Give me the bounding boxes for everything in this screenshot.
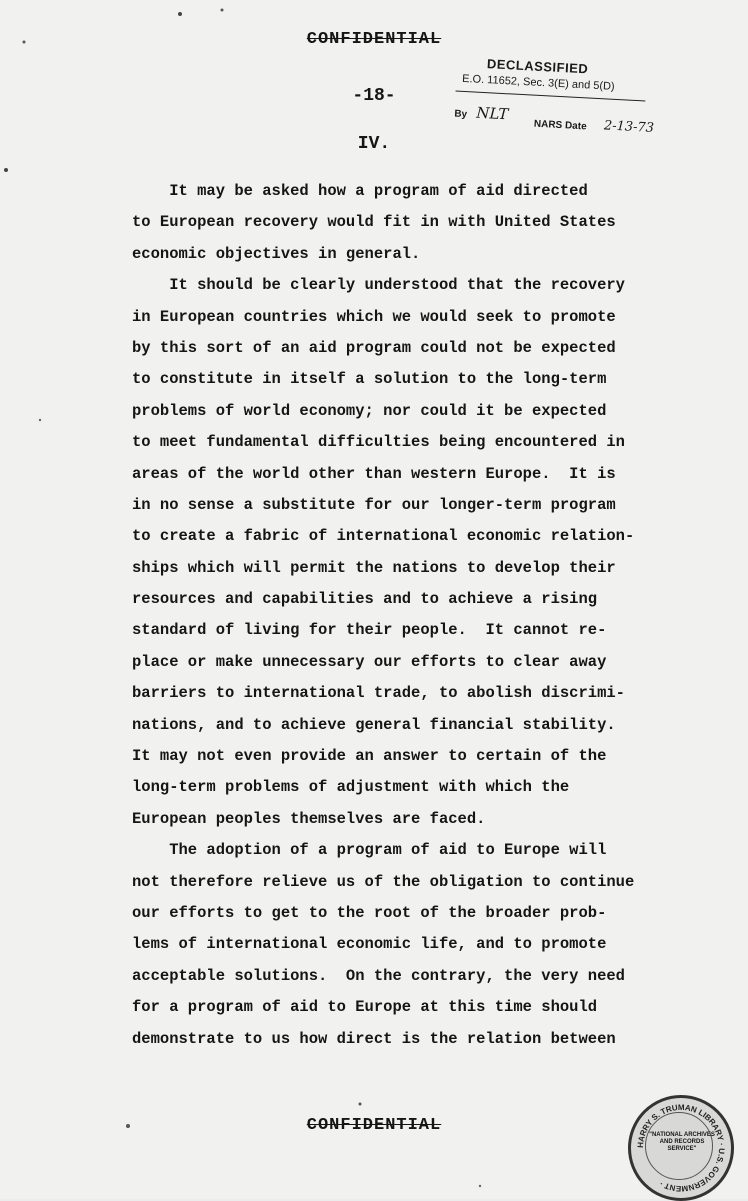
body-line: barriers to international trade, to abolish discrimi- bbox=[132, 684, 625, 703]
body-line: for a program of aid to Europe at this time should bbox=[132, 998, 598, 1017]
body-line: economic objectives in general. bbox=[132, 244, 421, 263]
body-line: acceptable solutions. On the contrary, the very need bbox=[132, 966, 625, 985]
seal-ring-text: HARRY S. TRUMAN LIBRARY · U.S. GOVERNMENT · bbox=[635, 1102, 727, 1194]
body-line: to meet fundamental difficulties being encountered in bbox=[132, 433, 625, 452]
body-line: It may not even provide an answer to certain of the bbox=[132, 747, 607, 766]
classification-marking-bottom: CONFIDENTIAL bbox=[306, 1116, 442, 1135]
classification-marking-top: CONFIDENTIAL bbox=[306, 30, 442, 49]
body-line: not therefore relieve us of the obligation to continue bbox=[132, 872, 635, 891]
body-line: our efforts to get to the root of the broader prob- bbox=[132, 903, 607, 922]
body-line: It should be clearly understood that the recovery bbox=[132, 276, 625, 295]
body-line: in European countries which we would seek to promote bbox=[132, 307, 616, 326]
seal-inner-text: "NATIONAL ARCHIVES AND RECORDS SERVICE" bbox=[649, 1132, 715, 1152]
body-line: to constitute in itself a solution to the long-term bbox=[132, 370, 607, 389]
stamp-initials: NLT bbox=[475, 103, 509, 124]
body-line: European peoples themselves are faced. bbox=[132, 809, 486, 828]
body-line: long-term problems of adjustment with which the bbox=[132, 778, 570, 797]
body-line: resources and capabilities and to achieve a rising bbox=[132, 590, 598, 609]
body-line: demonstrate to us how direct is the relation between bbox=[132, 1029, 616, 1048]
stamp-by-label: By bbox=[454, 108, 468, 121]
body-line: problems of world economy; nor could it be expected bbox=[132, 401, 607, 420]
body-line: areas of the world other than western Europe. It is bbox=[132, 464, 616, 483]
body-line: by this sort of an aid program could not be expected bbox=[132, 338, 616, 357]
body-line: in no sense a substitute for our longer-term program bbox=[132, 495, 616, 514]
stamp-nars-label: NARS Date bbox=[533, 118, 587, 133]
stamp-authority: E.O. 11652, Sec. 3(E) and 5(D) bbox=[461, 72, 615, 93]
body-line: to create a fabric of international economic relation- bbox=[132, 527, 635, 546]
stamp-rule bbox=[456, 91, 646, 102]
body-line: lems of international economic life, and to promote bbox=[132, 935, 607, 954]
body-line: standard of living for their people. It cannot re- bbox=[132, 621, 607, 640]
body-line: to European recovery would fit in with United States bbox=[132, 213, 616, 232]
library-seal bbox=[628, 1095, 734, 1201]
stamp-title: DECLASSIFIED bbox=[486, 56, 589, 77]
section-heading: IV. bbox=[357, 134, 391, 154]
body-line: ships which will permit the nations to develop their bbox=[132, 558, 616, 577]
body-text bbox=[132, 176, 692, 1055]
body-line: nations, and to achieve general financial stability. bbox=[132, 715, 616, 734]
body-line: It may be asked how a program of aid directed bbox=[132, 182, 588, 200]
stamp-date: 2-13-73 bbox=[603, 118, 655, 136]
body-line: The adoption of a program of aid to Europe will bbox=[132, 841, 607, 860]
declassified-stamp bbox=[453, 55, 667, 154]
page-number: -18- bbox=[352, 86, 396, 106]
body-line: place or make unnecessary our efforts to clear away bbox=[132, 652, 607, 671]
